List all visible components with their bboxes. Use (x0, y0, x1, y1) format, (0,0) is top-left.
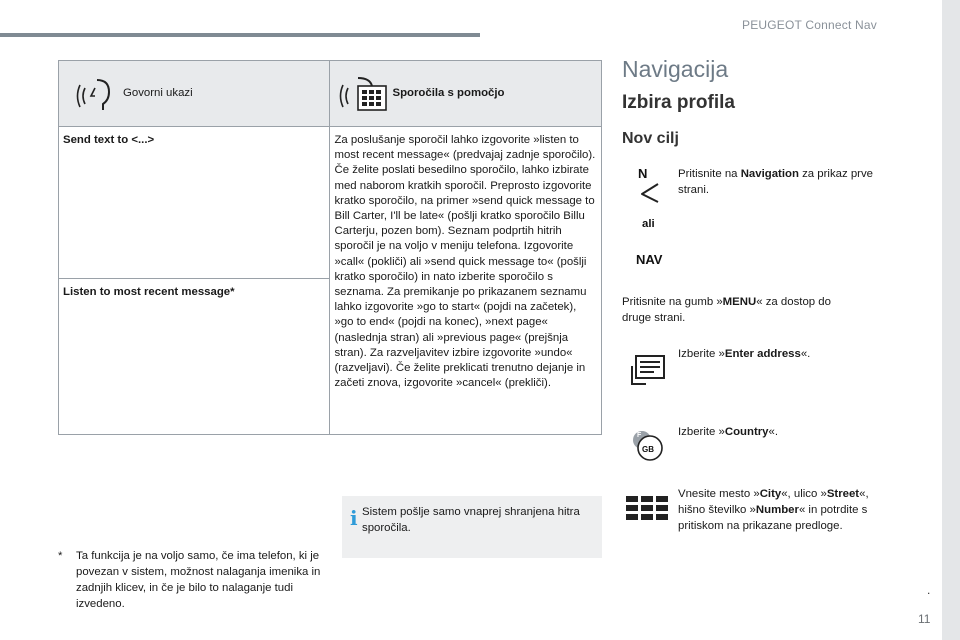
step3-bold: Enter address (724, 348, 801, 360)
step2-bold: MENU (722, 296, 757, 308)
or-label: ali (642, 218, 655, 230)
step5-b2: Street (826, 488, 860, 500)
country-badge-small: F (637, 432, 642, 439)
step-menu (622, 294, 862, 326)
step-navigation (678, 166, 878, 198)
step-country (678, 424, 878, 440)
command-listen-recent: Listen to most recent message* (63, 286, 235, 298)
table-header-row (59, 61, 602, 127)
footnote (58, 548, 330, 612)
nav-button-label: NAV (636, 252, 663, 267)
header-label-help: Sporočila s pomočjo (392, 86, 505, 99)
command-cell (59, 279, 330, 435)
step4-post: «. (768, 426, 779, 438)
side-strip (942, 0, 960, 640)
navigation-arrow-icon (638, 182, 662, 206)
step3-post: «. (800, 348, 811, 360)
top-divider-bar (0, 33, 480, 37)
step1-bold: Navigation (740, 168, 799, 180)
voice-command-table (58, 60, 602, 435)
step1-pre: Pritisnite na (678, 168, 741, 180)
step4-pre: Izberite » (678, 426, 725, 438)
country-badge-main: GB (642, 445, 654, 454)
continue-mark: . (927, 583, 931, 597)
command-cell (59, 127, 330, 279)
step-city-street (678, 486, 878, 534)
step5-t2: «, ulico » (781, 488, 827, 500)
step2-post: « za dostop do druge strani. (622, 296, 831, 324)
voice-command-icon (71, 74, 121, 114)
step2-pre: Pritisnite na gumb » (622, 296, 723, 308)
footnote-text: Ta funkcija je na voljo samo, če ima telefon, ki je povezan v sistem, možnost nalaganja imenika in zadnjih klicev, in če je bilo to nalaganje tudi izvedeno. (76, 550, 321, 610)
header-label-commands: Govorni ukazi (123, 86, 193, 99)
header-cell-commands (59, 61, 330, 127)
command-send-text: Send text to <...> (63, 134, 155, 146)
info-note-box (342, 496, 602, 558)
step4-bold: Country (724, 426, 769, 438)
step5-t4: « in potrdite s pritiskom na prikazane predloge. (678, 504, 868, 532)
step5-b1: City (759, 488, 782, 500)
address-card-icon (628, 352, 668, 388)
navigation-n-label: N (638, 166, 648, 181)
keypad-grid-icon (626, 496, 670, 526)
step-enter-address (678, 346, 878, 362)
help-text: Za poslušanje sporočil lahko izgovorite »listen to most recent message« (predvajaj zadnje sporočilo). Če želite poslati besedilno sporočilo, lahko izbirate med naborom kratkih sporočil. Preprosto izgovorite kratko sporočilo, na primer »send quick message to Bill Carter, I'll be late« (pošlji kratko sporočilo Billu Carterju, pozen bom). Seznam podprtih hitrih sporočil je na voljo v meniju telefona. Izgovorite »call« (pokliči) ali »send quick message to« (pošlji kratko sporočilo) in nato izberite sporočilo s seznama. Za premikanje po prikazanem seznamu lahko izgovorite »go to start« (pojdi na začetek), »go to end« (pojdi na konec), »next page« (naslednja stran) ali »previous page« (prejšnja stran). Za razveljavitev izbire izgovorite »undo« (razveljavi). Če želite preklicati trenutno dejanje in začeti znova, izgovorite »cancel« (prekliči). (334, 134, 596, 390)
section-title: Navigacija (622, 56, 729, 82)
info-icon: i (350, 506, 358, 530)
step1-post: za prikaz prve strani. (678, 168, 873, 196)
step5-b3: Number (755, 504, 799, 516)
subsection-title: Nov cilj (622, 130, 679, 147)
step5-t1: Vnesite mesto » (678, 488, 760, 500)
step3-pre: Izberite » (678, 348, 725, 360)
page-header-title: PEUGEOT Connect Nav (742, 18, 877, 32)
header-cell-help (330, 61, 602, 127)
page-number: 11 (918, 612, 931, 626)
info-note-text: Sistem pošlje samo vnaprej shranjena hitra sporočila. (362, 506, 580, 534)
step5-t3: «, hišno številko » (678, 488, 869, 516)
voice-help-icon (338, 74, 390, 114)
table-row (59, 127, 602, 279)
section-subtitle: Izbira profila (622, 92, 735, 113)
help-text-cell (330, 127, 602, 435)
footnote-mark: * (58, 550, 63, 562)
